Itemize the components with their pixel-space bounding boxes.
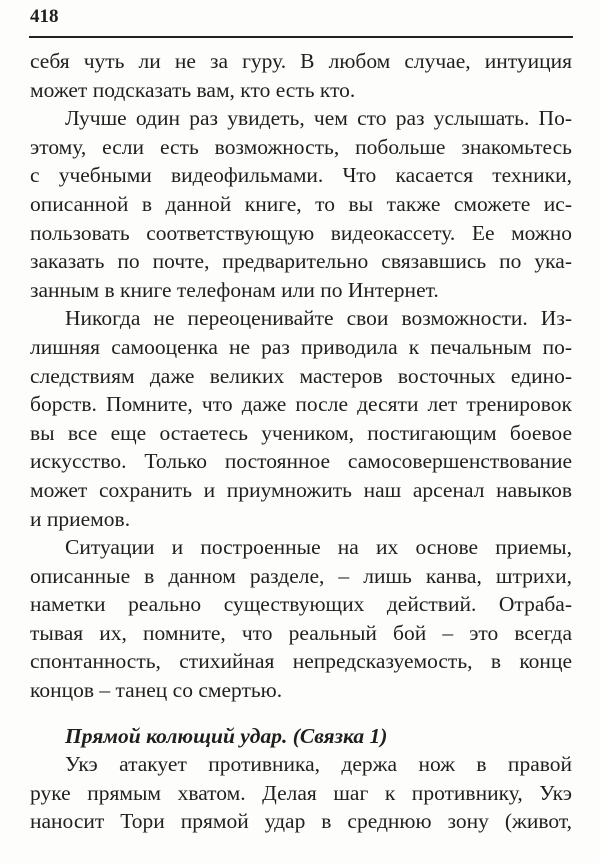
section-heading: Прямой колющий удар. (Связка 1) — [65, 723, 388, 748]
text-line: себя чуть ли не за гуру. В любом случае, интуиция — [30, 49, 572, 73]
text-line: наметки реально существующих действий. Отраба- — [30, 592, 572, 617]
text-line: этому, если есть возможность, побольше знакомьтесь — [30, 134, 572, 159]
text-line: может сохранить и приумножить наш арсенал навыков — [30, 477, 572, 502]
text-line: наносит Тори прямой удар в среднюю зону (живот, — [30, 809, 572, 834]
text-line: тывая их, помните, что реальный бой – это всегда — [30, 620, 572, 645]
paragraph — [30, 104, 572, 304]
text-line: описанные в данном разделе, – лишь канва, штрихи, — [30, 563, 572, 588]
header-rule — [29, 36, 573, 38]
text-line: Лучше один раз увидеть, чем сто раз услышать. По- — [65, 106, 572, 131]
text-line: руке прямым хватом. Делая шаг к противнику, Укэ — [30, 780, 572, 805]
paragraph — [30, 304, 572, 533]
text-line: борств. Помните, что даже после десяти лет тренировок — [30, 392, 572, 417]
text-line: и приемов. — [30, 506, 131, 531]
paragraph — [30, 533, 572, 705]
text-line: Укэ атакует противника, держа нож в правой — [65, 752, 572, 777]
text-line: следствиям даже великих мастеров восточных едино- — [30, 363, 572, 388]
text-line: искусство. Только постоянное самосовершенствование — [30, 449, 572, 474]
text-line: вы все еще остаетесь учеником, постигающим боевое — [30, 420, 572, 445]
text-line: Ситуации и построенные на их основе приемы, — [65, 535, 572, 560]
text-line: Никогда не переоценивайте свои возможности. Из- — [65, 306, 572, 331]
text-line: концов – танец со смертью. — [30, 678, 283, 703]
text-line: занным в книге телефонам или по Интернет. — [30, 277, 439, 302]
text-line: спонтанность, стихийная непредсказуемость, в конце — [30, 649, 572, 674]
text-line: может подсказать вам, кто есть кто. — [30, 77, 356, 102]
text-line: заказать по почте, предварительно связавшись по ука- — [30, 249, 572, 274]
text-line: пользовать соответствующую видеокассету. Ее можно — [30, 220, 572, 245]
section-gap — [30, 705, 572, 722]
text-line: с учебными видеофильмами. Что касается техники, — [30, 163, 572, 188]
page-body — [30, 47, 572, 836]
page-number: 418 — [30, 6, 59, 27]
text-line: описанной в данной книге, то вы также сможете ис- — [30, 191, 572, 216]
paragraph — [30, 47, 572, 104]
text-line: лишняя самооценка не раз приводила к печальным по- — [30, 334, 572, 359]
paragraph — [30, 750, 572, 836]
